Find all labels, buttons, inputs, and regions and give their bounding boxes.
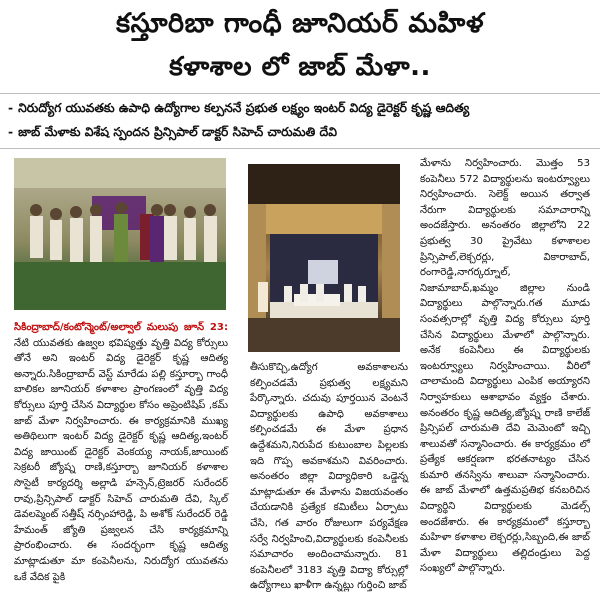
photo-auditorium-stage <box>248 164 400 352</box>
article-text-right: మేళాను నిర్వహించారు. మొత్తం 53 కంపెనీలు 572 విద్యార్థులను ఇంటర్వ్యూలు నిర్వహించారు. సెలెక్ట్ అయిన తర్వాత నేరుగా విద్యార్థులకు సమాచారాన్ని అందజేస్తారు. అనంతరం జిల్లాలోని 22 ప్రభుత్వ 30 ప్రైవేటు కళాశాలల ప్రిన్సిపాల్,లెక్చరర్లు, వికారాబాద్, రంగారెడ్డి,నాగర్కర్నూల్, నిజామాబాద్,ఖమ్మం జిల్లాల నుండి విద్యార్థులు పాల్గొన్నారు.గత మూడు సంవత్సరాల్లో వృత్తి విద్య కోర్సులు పూర్తి చేసిన విద్యార్థులు మేళాలో పాల్గొన్నారు. అనేక కంపెనీలు ఈ విద్యార్థులకు ఇంటర్వ్యూలు నిర్వహించాయి. వీరిలో చాలామంది విద్యార్థులు ఎంపిక అయ్యారని నిర్వాహకులు ఆశాభావం వ్యక్తం చేశారు. అనంతరం కృష్ణ ఆదిత్య,జ్యోష్న రాణి కాలేజ్ ప్రిన్సిపల్ చారుమతి దేవి మెమెంటో ఇచ్చి శాలువతో సన్మానించారు. ఈ కార్యక్రమం లో ప్రత్యేక ఆకర్షణగా భరతనాట్యం చేసిన కుమారి తనస్విను శాలువా సన్మానించారు. ఈ జాబ్ మేళాలో ఉత్తమప్రతిభ కనబరిచిన విద్యార్థిని విద్యార్థులకు మెడల్స్ అందజేశారు. ఈ కార్యక్రమంలో కస్తూర్బా మహిళా కళాశాల లెక్చరర్లు,సిబ్బంది,ఈ జాబ్ మేళా విద్యార్థులు తల్లిదండ్రులు పెద్ద సంఖ్యలో పాల్గొన్నారు. <box>420 158 590 575</box>
subhead-2-text: జాబ్ మేళాకు విశేష స్పందన ప్రిన్సిపాల్ డాక్టర్ సిహెచ్ చారుమతి దేవి <box>18 125 337 139</box>
article-column-left <box>14 320 228 585</box>
headline-line-2: కళాశాల లో జాబ్ మేళా.. <box>169 52 431 82</box>
headline-line-1: కస్తూరిబా గాంధీ జూనియర్ మహిళ <box>115 8 485 39</box>
article-column-middle <box>250 360 408 594</box>
photo-guests-on-stage <box>14 158 226 310</box>
subhead-1-text: నిరుద్యోగ యువతకు ఉపాధి ఉద్యోగాల కల్పననే ప్రభుత లక్ష్యం ఇంటర్ విద్య డైరెక్టర్ కృష్ణ ఆదిత్య <box>18 101 470 115</box>
subheads <box>8 96 594 144</box>
subhead-2: - జాబ్ మేళాకు విశేష స్పందన ప్రిన్సిపాల్ డాక్టర్ సిహెచ్ చారుమతి దేవి <box>8 125 337 139</box>
article-text-middle: తీసుకొచ్చి,ఉద్యోగ అవకాశాలను కల్పించడమే ప్రభుత్వ లక్ష్యమని పేర్కొన్నారు. చదువు పూర్తయిన వెంటనే విద్యార్థులకు ఉపాధి అవకాశాలు కల్పించడమే ఈ మేళా ప్రధాన ఉద్దేశమని,నిరుపేద కుటుంబాల పిల్లలకు ఇది గొప్ప అవకాశమని వివరించారు. అనంతరం జిల్లా విద్యాధికారి ఒడ్డెన్న మాట్లాడుతూ ఈ మేళాను విజయవంతం చేయడానికి ప్రత్యేక కమిటీలు ఏర్పాటు చేసి, గత వారం రోజులుగా పర్యవేక్షణ సర్వే నిర్వహించి,విద్యార్థులకు కంపెనీలకు సమాచారం అందించామన్నారు. 81 కంపెనీలలో 3183 వృత్తి విద్యా కోర్సుల్లో ఉద్యోగాలు ఖాళీగా ఉన్నట్లు గుర్తించి జాబ్ <box>250 362 408 592</box>
article-text-left: నేటి యువతకు ఉజ్వల భవిష్యత్తు వృత్తి విద్య కోర్సులు తోనే అని ఇంటర్ విద్య డైరెక్టర్ కృష్ణ ఆదిత్య అన్నారు.సికింద్రాబాద్ వెస్ట్ మారేడు పల్లి కస్తూర్బా గాంధీ బాలికల జూనియర్ కళాశాల ప్రాంగణంలో వృత్తి విద్య కోర్సులు పూర్తి చేసిన విద్యార్థుల కోసం అప్రెంటిషిప్ ,కమ్ జాబ్ మేళా నిర్వహించారు. ఈ కార్యక్రమానికి ముఖ్య అతిథిలుగా ఇంటర్ విద్య డైరెక్టర్ కృష్ణ ఆదిత్య,ఇంటర్ విద్య జాయింట్ డైరెక్టర్ వెంకయ్య నాయక్,జాయింట్ సెక్రటరీ జ్యోష్న రాణి,కస్తూర్బా జూనియర్ కళాశాల సొసైటీ కార్యదర్శి అల్లాడి హన్సెన్,ట్రెజరర్ సురేందర్ రావు,ప్రిన్సిపాల్ డాక్టర్ సిహెచ్ చారుమతి దేవి, స్కిల్ డెవలప్మెంట్ సత్తీష్ నర్సింహారెడ్డి, పి అశోక్ సురేందర్ రెడ్డి హేమంత్ జ్యోతి ప్రజ్వలన చేసి కార్యక్రమాన్ని ప్రారంభించారు. ఈ సందర్భంగా కృష్ణ ఆదిత్య మాట్లాడుతూ మా కంపెనీలను, నిరుద్యోగ యువతను ఒకే వేదిక పైకి <box>14 337 228 583</box>
article-dateline: సికింద్రాబాద్/కంటోన్మెంట్/అల్వాల్ మలుపు జూన్ 23: <box>14 322 228 333</box>
divider-top <box>0 93 600 94</box>
article-column-right <box>420 156 590 577</box>
subhead-1: - నిరుద్యోగ యువతకు ఉపాధి ఉద్యోగాల కల్పననే ప్రభుత లక్ష్యం ఇంటర్ విద్య డైరెక్టర్ కృష్ణ ఆదిత్య <box>8 101 470 115</box>
divider-bottom <box>0 148 600 149</box>
